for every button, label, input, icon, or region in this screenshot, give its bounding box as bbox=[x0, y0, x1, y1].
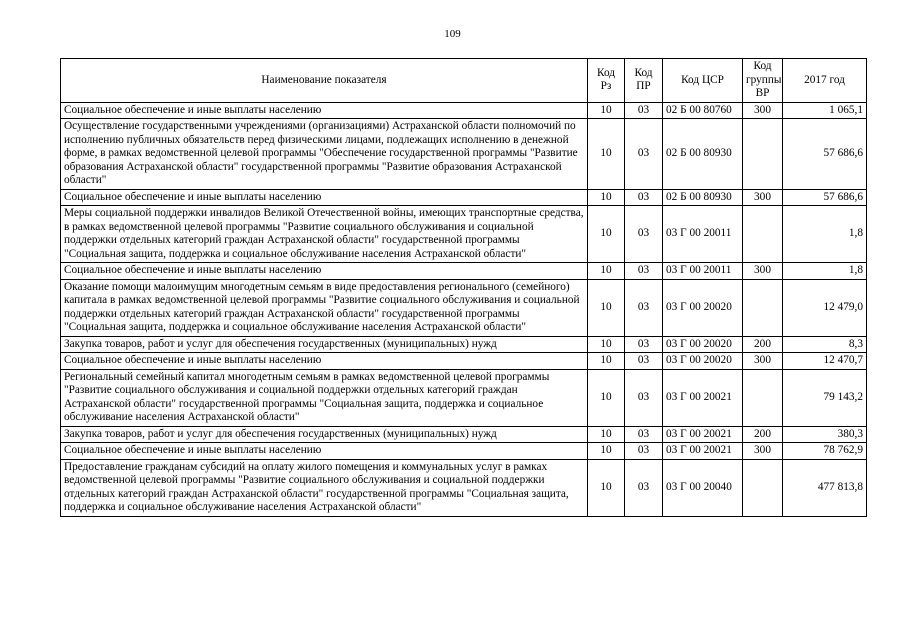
cell-name: Социальное обеспечение и иные выплаты населению bbox=[61, 353, 588, 370]
cell-rz: 10 bbox=[588, 353, 625, 370]
table-row bbox=[61, 459, 867, 516]
table-row bbox=[61, 279, 867, 336]
cell-csr: 03 Г 00 20020 bbox=[663, 279, 743, 336]
cell-vr bbox=[743, 206, 783, 263]
cell-name: Предоставление гражданам субсидий на оплату жилого помещения и коммунальных услуг в рамках ведомственной целевой программы "Развитие социального обслуживания и социальной поддержки отдельных категорий граждан Астраханской области" государственной программы "Социальная защита, поддержка и социальное обслуживание населения Астраханской области" bbox=[61, 459, 588, 516]
table-row bbox=[61, 189, 867, 206]
cell-vr bbox=[743, 369, 783, 426]
cell-rz: 10 bbox=[588, 443, 625, 460]
cell-amount: 12 479,0 bbox=[783, 279, 867, 336]
cell-pr: 03 bbox=[625, 102, 663, 119]
cell-name: Оказание помощи малоимущим многодетным семьям в виде предоставления регионального (семейного) капитала в рамках ведомственной целевой программы "Развитие социального обслуживания и социальной поддержки отдельных категорий граждан Астраханской области" государственной программы "Социальная защита, поддержка и социальное обслуживание населения Астраханской области" bbox=[61, 279, 588, 336]
cell-rz: 10 bbox=[588, 102, 625, 119]
cell-csr: 03 Г 00 20011 bbox=[663, 206, 743, 263]
table-row bbox=[61, 336, 867, 353]
table-row bbox=[61, 426, 867, 443]
cell-pr: 03 bbox=[625, 206, 663, 263]
column-header-rz: Код Рз bbox=[588, 59, 625, 103]
table-row bbox=[61, 443, 867, 460]
cell-vr: 200 bbox=[743, 336, 783, 353]
cell-amount: 1,8 bbox=[783, 206, 867, 263]
cell-amount: 1 065,1 bbox=[783, 102, 867, 119]
cell-rz: 10 bbox=[588, 263, 625, 280]
cell-pr: 03 bbox=[625, 119, 663, 190]
table-row bbox=[61, 102, 867, 119]
cell-rz: 10 bbox=[588, 459, 625, 516]
cell-pr: 03 bbox=[625, 459, 663, 516]
cell-rz: 10 bbox=[588, 336, 625, 353]
cell-rz: 10 bbox=[588, 279, 625, 336]
cell-name: Закупка товаров, работ и услуг для обеспечения государственных (муниципальных) нужд bbox=[61, 336, 588, 353]
cell-rz: 10 bbox=[588, 206, 625, 263]
cell-vr: 200 bbox=[743, 426, 783, 443]
budget-table bbox=[60, 58, 867, 517]
cell-pr: 03 bbox=[625, 353, 663, 370]
cell-amount: 477 813,8 bbox=[783, 459, 867, 516]
table-row bbox=[61, 206, 867, 263]
cell-pr: 03 bbox=[625, 443, 663, 460]
cell-name: Осуществление государственными учреждениями (организациями) Астраханской области полномочий по исполнению публичных обязательств перед физическими лицами, подлежащих исполнению в денежной форме, в рамках ведомственной целевой программы "Обеспечение государственной программы "Развитие образования Астраханской области" государственной программы "Развитие образования Астраханской области" bbox=[61, 119, 588, 190]
cell-rz: 10 bbox=[588, 369, 625, 426]
cell-name: Социальное обеспечение и иные выплаты населению bbox=[61, 102, 588, 119]
cell-name: Меры социальной поддержки инвалидов Великой Отечественной войны, имеющих транспортные средства, в рамках ведомственной целевой программы "Развитие социального обслуживания и социальной поддержки отдельных категорий граждан Астраханской области" государственной программы "Социальная защита, поддержка и социальное обслуживание населения Астраханской области" bbox=[61, 206, 588, 263]
cell-rz: 10 bbox=[588, 189, 625, 206]
cell-name: Социальное обеспечение и иные выплаты населению bbox=[61, 189, 588, 206]
cell-vr bbox=[743, 119, 783, 190]
cell-amount: 380,3 bbox=[783, 426, 867, 443]
column-header-csr: Код ЦСР bbox=[663, 59, 743, 103]
cell-rz: 10 bbox=[588, 119, 625, 190]
cell-csr: 03 Г 00 20020 bbox=[663, 353, 743, 370]
cell-csr: 03 Г 00 20021 bbox=[663, 369, 743, 426]
cell-vr: 300 bbox=[743, 263, 783, 280]
cell-vr: 300 bbox=[743, 353, 783, 370]
cell-amount: 78 762,9 bbox=[783, 443, 867, 460]
cell-name: Закупка товаров, работ и услуг для обеспечения государственных (муниципальных) нужд bbox=[61, 426, 588, 443]
cell-csr: 02 Б 00 80930 bbox=[663, 189, 743, 206]
cell-name: Социальное обеспечение и иные выплаты населению bbox=[61, 263, 588, 280]
column-header-year: 2017 год bbox=[783, 59, 867, 103]
table-row bbox=[61, 263, 867, 280]
cell-csr: 03 Г 00 20021 bbox=[663, 443, 743, 460]
cell-csr: 03 Г 00 20020 bbox=[663, 336, 743, 353]
cell-name: Социальное обеспечение и иные выплаты населению bbox=[61, 443, 588, 460]
cell-csr: 03 Г 00 20011 bbox=[663, 263, 743, 280]
cell-csr: 02 Б 00 80930 bbox=[663, 119, 743, 190]
cell-amount: 1,8 bbox=[783, 263, 867, 280]
cell-amount: 79 143,2 bbox=[783, 369, 867, 426]
cell-pr: 03 bbox=[625, 426, 663, 443]
column-header-name: Наименование показателя bbox=[61, 59, 588, 103]
column-header-pr: Код ПР bbox=[625, 59, 663, 103]
cell-amount: 8,3 bbox=[783, 336, 867, 353]
cell-vr bbox=[743, 459, 783, 516]
cell-pr: 03 bbox=[625, 369, 663, 426]
cell-vr: 300 bbox=[743, 443, 783, 460]
cell-rz: 10 bbox=[588, 426, 625, 443]
cell-amount: 57 686,6 bbox=[783, 189, 867, 206]
cell-pr: 03 bbox=[625, 189, 663, 206]
table-row bbox=[61, 353, 867, 370]
cell-pr: 03 bbox=[625, 279, 663, 336]
cell-amount: 12 470,7 bbox=[783, 353, 867, 370]
table-row bbox=[61, 369, 867, 426]
cell-vr: 300 bbox=[743, 189, 783, 206]
page-number: 109 bbox=[444, 28, 461, 40]
cell-pr: 03 bbox=[625, 263, 663, 280]
cell-csr: 02 Б 00 80760 bbox=[663, 102, 743, 119]
cell-csr: 03 Г 00 20040 bbox=[663, 459, 743, 516]
cell-name: Региональный семейный капитал многодетным семьям в рамках ведомственной целевой программы "Развитие социального обслуживания и социальной поддержки отдельных категорий граждан Астраханской области" государственной программы "Социальная защита, поддержка и социальное обслуживание населения Астраханской области" bbox=[61, 369, 588, 426]
cell-amount: 57 686,6 bbox=[783, 119, 867, 190]
table-row bbox=[61, 119, 867, 190]
column-header-vr: Код группы ВР bbox=[743, 59, 783, 103]
table-header-row bbox=[61, 59, 867, 103]
table-body bbox=[61, 102, 867, 516]
cell-vr: 300 bbox=[743, 102, 783, 119]
cell-pr: 03 bbox=[625, 336, 663, 353]
cell-csr: 03 Г 00 20021 bbox=[663, 426, 743, 443]
cell-vr bbox=[743, 279, 783, 336]
